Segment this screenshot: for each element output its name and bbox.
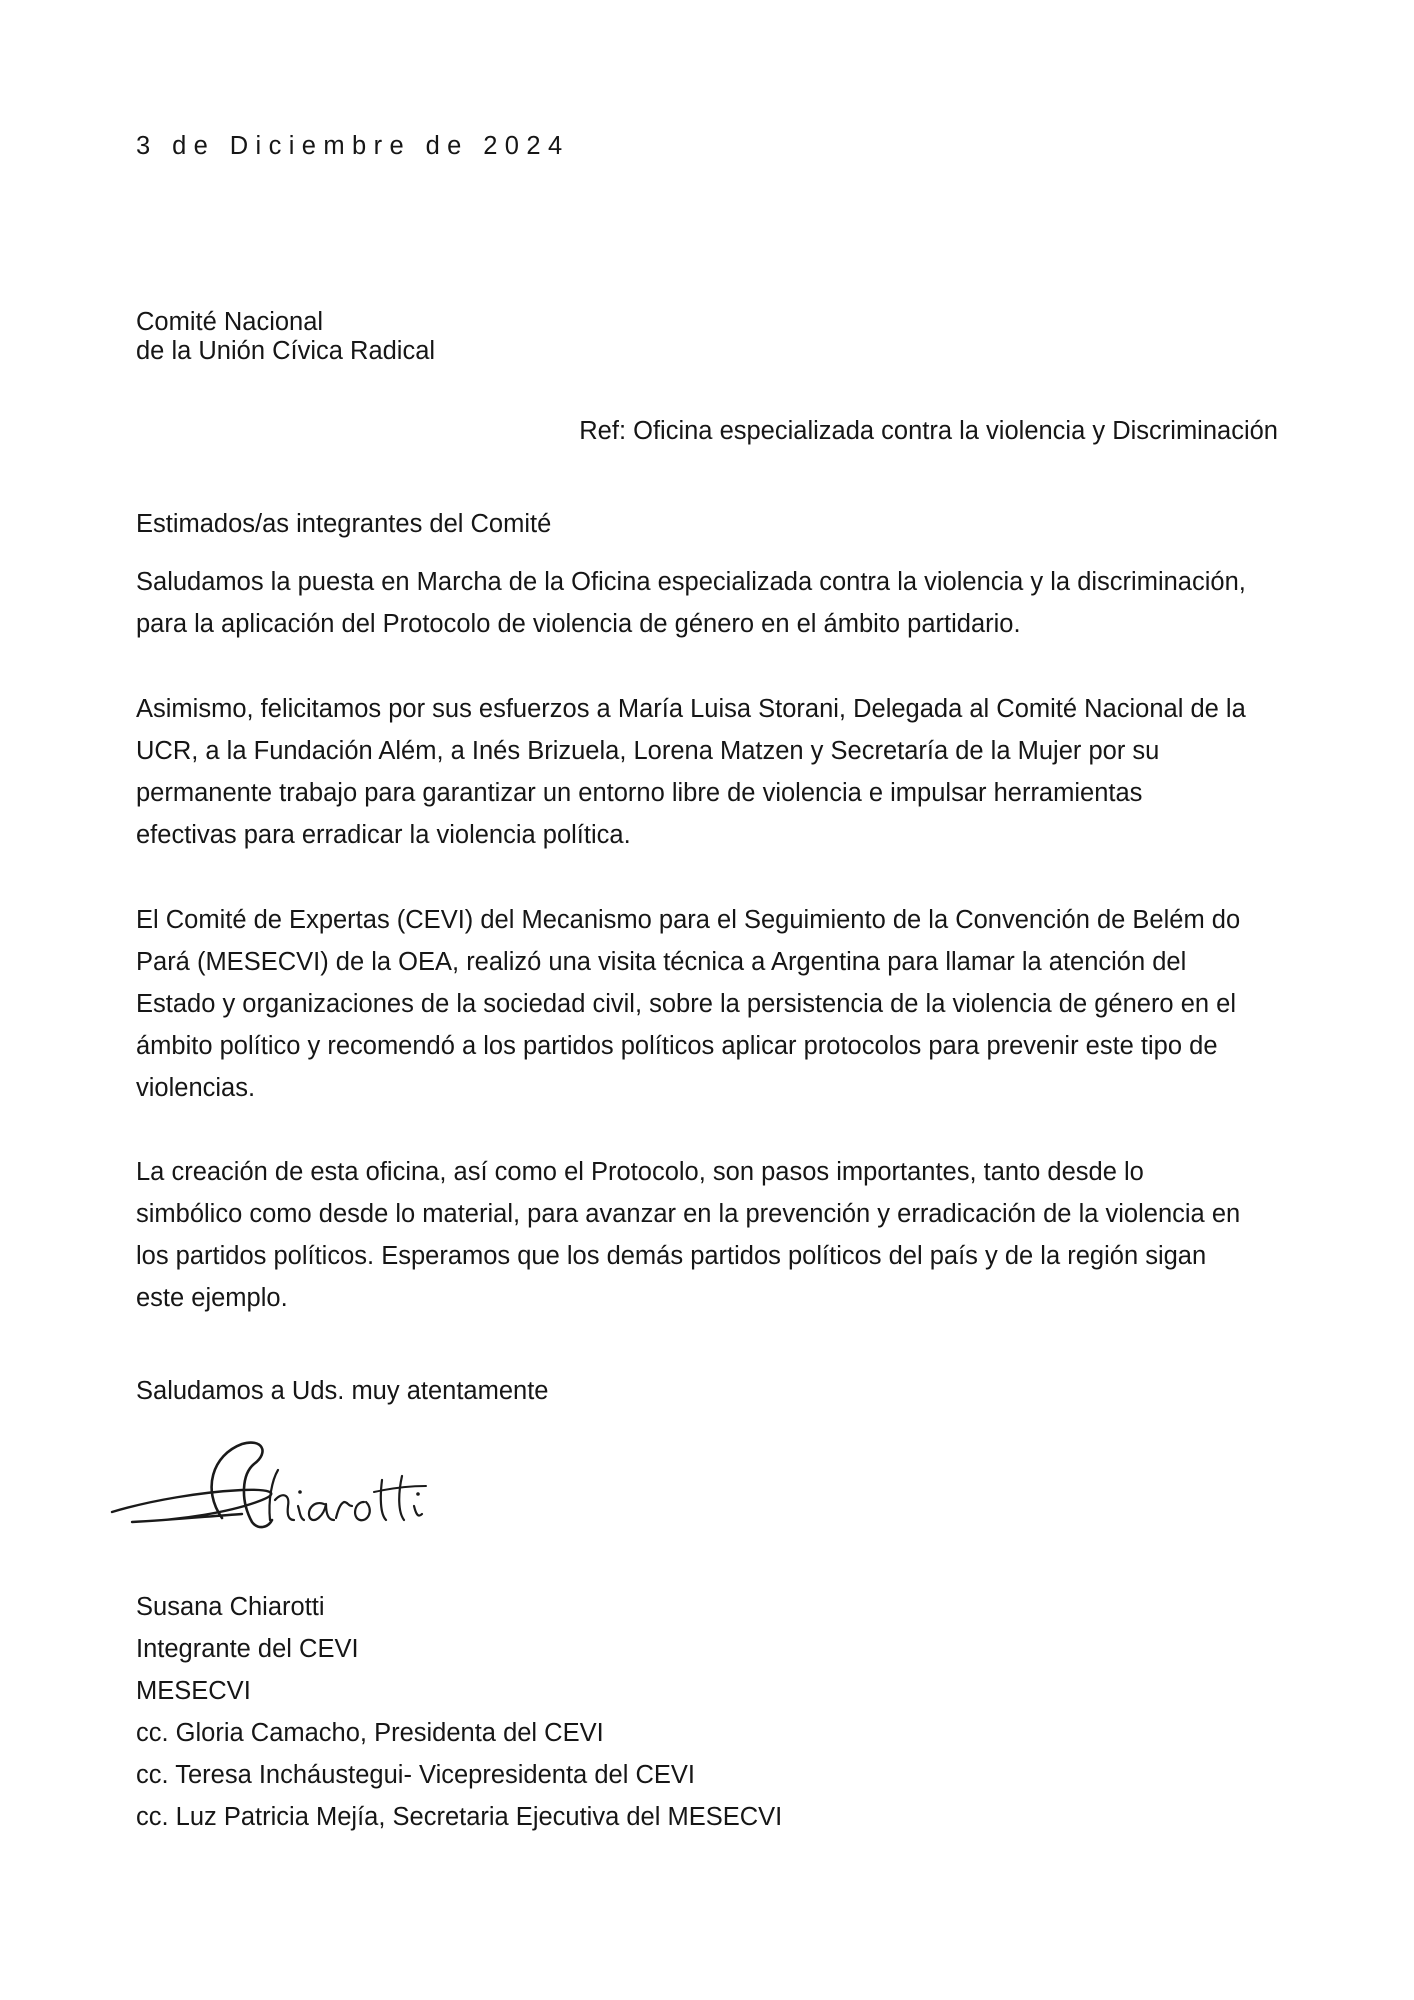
- closing-line: Saludamos a Uds. muy atentamente: [136, 1377, 549, 1405]
- cc-recipient: cc. Luz Patricia Mejía, Secretaria Ejecutiva del MESECVI: [136, 1803, 783, 1831]
- paragraph-4: [136, 1151, 1240, 1319]
- paragraph-line: Saludamos la puesta en Marcha de la Oficina especializada contra la violencia y la discriminación,: [136, 568, 1246, 596]
- paragraph-line: simbólico como desde lo material, para avanzar en la prevención y erradicación de la violencia en: [136, 1200, 1241, 1228]
- paragraph-3: [136, 899, 1240, 1109]
- salutation: Estimados/as integrantes del Comité: [136, 510, 552, 538]
- paragraph-line: Asimismo, felicitamos por sus esfuerzos a María Luisa Storani, Delegada al Comité Nacional de la: [136, 695, 1246, 723]
- cc-recipient: cc. Gloria Camacho, Presidenta del CEVI: [136, 1719, 604, 1747]
- letter-date: 3 de Diciembre de 2024: [136, 132, 570, 160]
- paragraph-line: permanente trabajo para garantizar un entorno libre de violencia e impulsar herramientas: [136, 779, 1143, 807]
- paragraph-line: El Comité de Expertas (CEVI) del Mecanismo para el Seguimiento de la Convención de Belém do: [136, 906, 1241, 934]
- paragraph-2: [136, 688, 1246, 856]
- paragraph-line: La creación de esta oficina, así como el Protocolo, son pasos importantes, tanto desde lo: [136, 1158, 1144, 1186]
- paragraph-line: este ejemplo.: [136, 1284, 288, 1312]
- recipient-address: [136, 308, 435, 366]
- paragraph-line: para la aplicación del Protocolo de violencia de género en el ámbito partidario.: [136, 610, 1021, 638]
- signer-role: Integrante del CEVI: [136, 1635, 359, 1663]
- handwritten-signature: [92, 1430, 472, 1545]
- recipient-line: Comité Nacional: [136, 308, 324, 336]
- signer-organization: MESECVI: [136, 1677, 251, 1705]
- paragraph-1: [136, 561, 1246, 645]
- paragraph-line: Estado y organizaciones de la sociedad civil, sobre la persistencia de la violencia de género en el: [136, 990, 1236, 1018]
- paragraph-line: UCR, a la Fundación Além, a Inés Brizuela, Lorena Matzen y Secretaría de la Mujer por su: [136, 737, 1160, 765]
- signer-name: Susana Chiarotti: [136, 1593, 325, 1621]
- cc-recipient: cc. Teresa Incháustegui- Vicepresidenta del CEVI: [136, 1761, 695, 1789]
- signer-block: [136, 1586, 782, 1838]
- paragraph-line: efectivas para erradicar la violencia política.: [136, 821, 631, 849]
- paragraph-line: ámbito político y recomendó a los partidos políticos aplicar protocolos para prevenir este tipo de: [136, 1032, 1218, 1060]
- reference-line: Ref: Oficina especializada contra la violencia y Discriminación: [579, 417, 1278, 445]
- paragraph-line: violencias.: [136, 1074, 256, 1102]
- recipient-line: de la Unión Cívica Radical: [136, 337, 436, 365]
- paragraph-line: los partidos políticos. Esperamos que los demás partidos políticos del país y de la región sigan: [136, 1242, 1207, 1270]
- paragraph-line: Pará (MESECVI) de la OEA, realizó una visita técnica a Argentina para llamar la atención del: [136, 948, 1187, 976]
